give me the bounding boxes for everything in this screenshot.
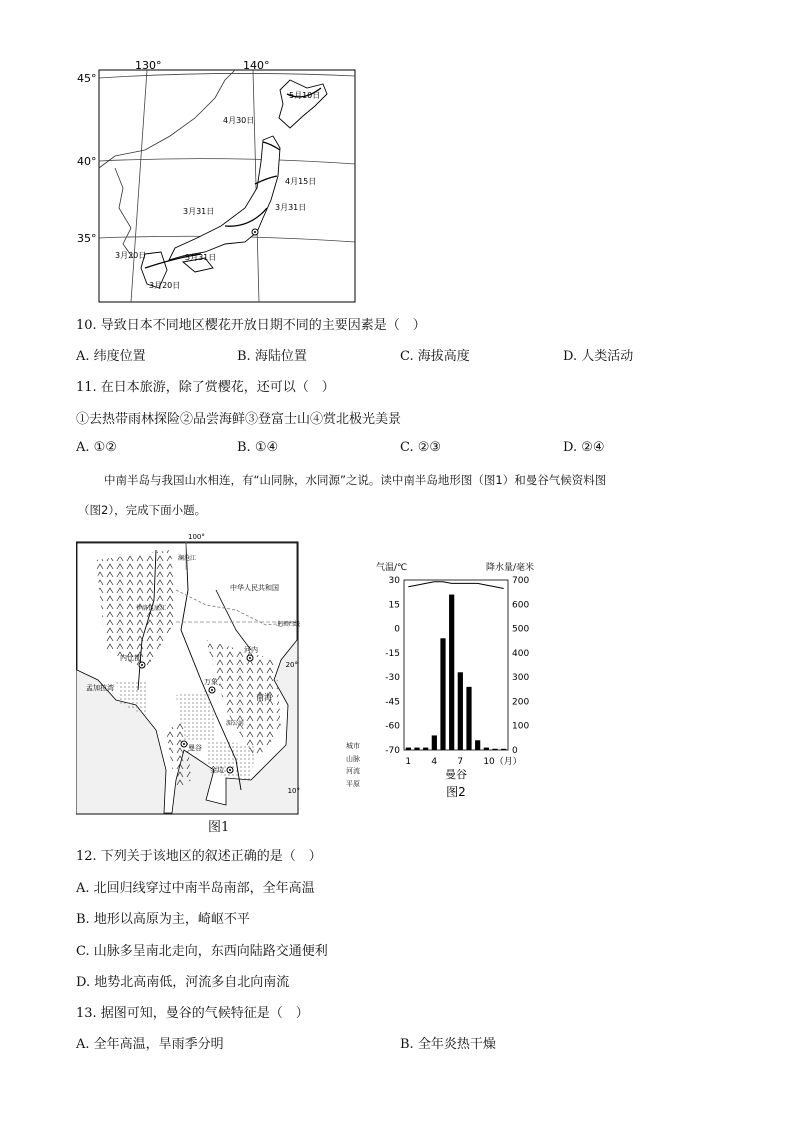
right-tick-label: 300 [512,673,530,684]
question-13: 13. 据图可知，曼谷的气候特征是（ ） [76,1006,309,1021]
legend-city: 城市 [346,742,360,750]
question-12: 12. 下列关于该地区的叙述正确的是（ ） [76,849,322,864]
city-marker-icon [139,662,145,668]
city-marker-icon [181,741,187,747]
date-label: 3月20日 [115,251,147,260]
question-10: 10. 导致日本不同地区樱花开放日期不同的主要因素是（ ） [76,318,426,333]
left-tick-label: -70 [385,746,400,756]
right-axis-label: 降水量/毫米 [485,563,534,573]
date-label: 3月31日 [183,207,215,216]
q12-option-b[interactable]: B. 地形以高原为主，崎岖不平 [76,912,250,927]
left-tick-label: 15 [388,600,400,611]
q11-option-b[interactable]: B. ①④ [237,440,279,455]
right-tick-label: 500 [512,624,530,635]
label-vientiane: 万象 [204,678,218,686]
label-phnom-penh: 金边 [210,766,224,774]
q11-option-d[interactable]: D. ②④ [563,440,605,455]
q11-statement-items: ①去热带雨林探险②品尝海鲜③登富士山④赏北极光美景 [76,412,402,427]
precip-bar [475,740,480,750]
fig2-caption: 图2 [446,785,466,799]
precip-bar [466,687,471,750]
date-label: 3月31日 [275,203,307,212]
left-axis-label: 气温/℃ [376,563,408,573]
precip-bar [440,638,445,750]
legend-labels [346,740,360,790]
plot-frame [404,580,508,750]
lat-label-45: 45° [77,72,97,85]
fig1-lat-label-20: 20° [285,661,298,669]
q12-option-d[interactable]: D. 地势北高南低，河流多自北向南流 [76,975,290,990]
label-bangkok: 曼谷 [188,744,202,752]
q13-option-b[interactable]: B. 全年炎热干燥 [400,1037,496,1052]
q10-option-c[interactable]: C. 海拔高度 [400,349,470,364]
left-tick-label: -60 [385,721,400,732]
right-tick-label: 400 [512,648,530,659]
right-tick-label: 600 [512,600,530,611]
q10-option-d[interactable]: D. 人类活动 [563,349,634,364]
precip-bar [458,672,463,750]
date-label: 5月10日 [289,91,321,100]
label-china: 中华人民共和国 [230,584,279,592]
q10-option-b[interactable]: B. 海陆位置 [237,349,307,364]
precip-bar [432,735,437,750]
month-tick-label: 4 [431,757,438,767]
question-11: 11. 在日本旅游，除了赏樱花，还可以（ ） [76,380,335,395]
fig1-caption: 图1 [208,820,230,835]
precip-bar [484,748,489,750]
label-south-china-sea: 南海 [256,693,272,702]
city-marker-icon [227,767,233,773]
month-tick-label: 7 [457,757,464,767]
temperature-curve [408,582,503,589]
label-naypyidaw: 内比都 [120,654,141,662]
lat-label-35: 35° [77,232,97,245]
lat-label-40: 40° [77,155,97,168]
lon-label-130: 130° [135,59,162,72]
date-label: 4月30日 [223,116,255,125]
precip-bar [501,749,506,750]
precip-bar [449,595,454,750]
label-bay-of-bengal: 孟加拉湾 [86,684,114,692]
date-label: 3月20日 [149,281,181,290]
fig1-lon-label: 100° [188,533,205,541]
q11-option-a[interactable]: A. ①② [76,440,117,455]
right-tick-label: 0 [512,746,518,756]
label-hanoi: 河内 [244,646,258,654]
month-tick-label: 10（月） [483,757,522,767]
q13-option-a[interactable]: A. 全年高温，旱雨季分明 [76,1037,224,1052]
intro-line-2: （图2），完成下面小题。 [78,503,207,517]
date-label: 4月15日 [285,177,317,186]
right-tick-label: 100 [512,721,530,732]
city-label: 曼谷 [445,768,467,781]
city-marker-icon [247,655,253,661]
intro-line-1: 中南半岛与我国山水相连，有“山同脉，水同源”之说。读中南半岛地形图（图1）和曼谷气候资料图 [104,473,607,487]
left-tick-label: -45 [385,697,400,708]
label-lancang-river: 澜沧江 [178,555,197,562]
indochina-terrain-map [76,530,302,818]
precip-bar [492,749,497,750]
label-mekong: 湄公河 [226,720,245,727]
precip-bar [423,748,428,750]
precip-bar [406,748,411,750]
label-irrawaddy: 伊洛瓦底江 [136,605,167,612]
month-tick-label: 1 [405,757,412,767]
japan-sakura-map [75,58,365,308]
left-tick-label: -15 [385,648,400,659]
legend-mountain: 山脉 [346,754,360,763]
date-label: 3月31日 [185,253,217,262]
q11-option-c[interactable]: C. ②③ [400,440,442,455]
left-tick-label: 30 [388,576,400,586]
left-tick-label: -30 [385,673,400,684]
legend-river: 河流 [346,767,360,775]
bangkok-climate-chart [370,556,545,801]
legend-plain: 平原 [346,779,360,788]
q12-option-c[interactable]: C. 山脉多呈南北走向，东西向陆路交通便利 [76,944,328,959]
q12-option-a[interactable]: A. 北回归线穿过中南半岛南部，全年高温 [76,881,315,896]
q10-option-a[interactable]: A. 纬度位置 [76,349,146,364]
city-marker-icon [209,687,215,693]
lon-label-140: 140° [243,59,270,72]
precip-bar [414,748,419,750]
right-tick-label: 200 [512,697,530,708]
fig1-lat-label-10: 10° [287,787,300,795]
right-tick-label: 700 [512,576,530,586]
left-tick-label: 0 [394,624,400,635]
label-tropic: 北回归线 [275,621,300,628]
